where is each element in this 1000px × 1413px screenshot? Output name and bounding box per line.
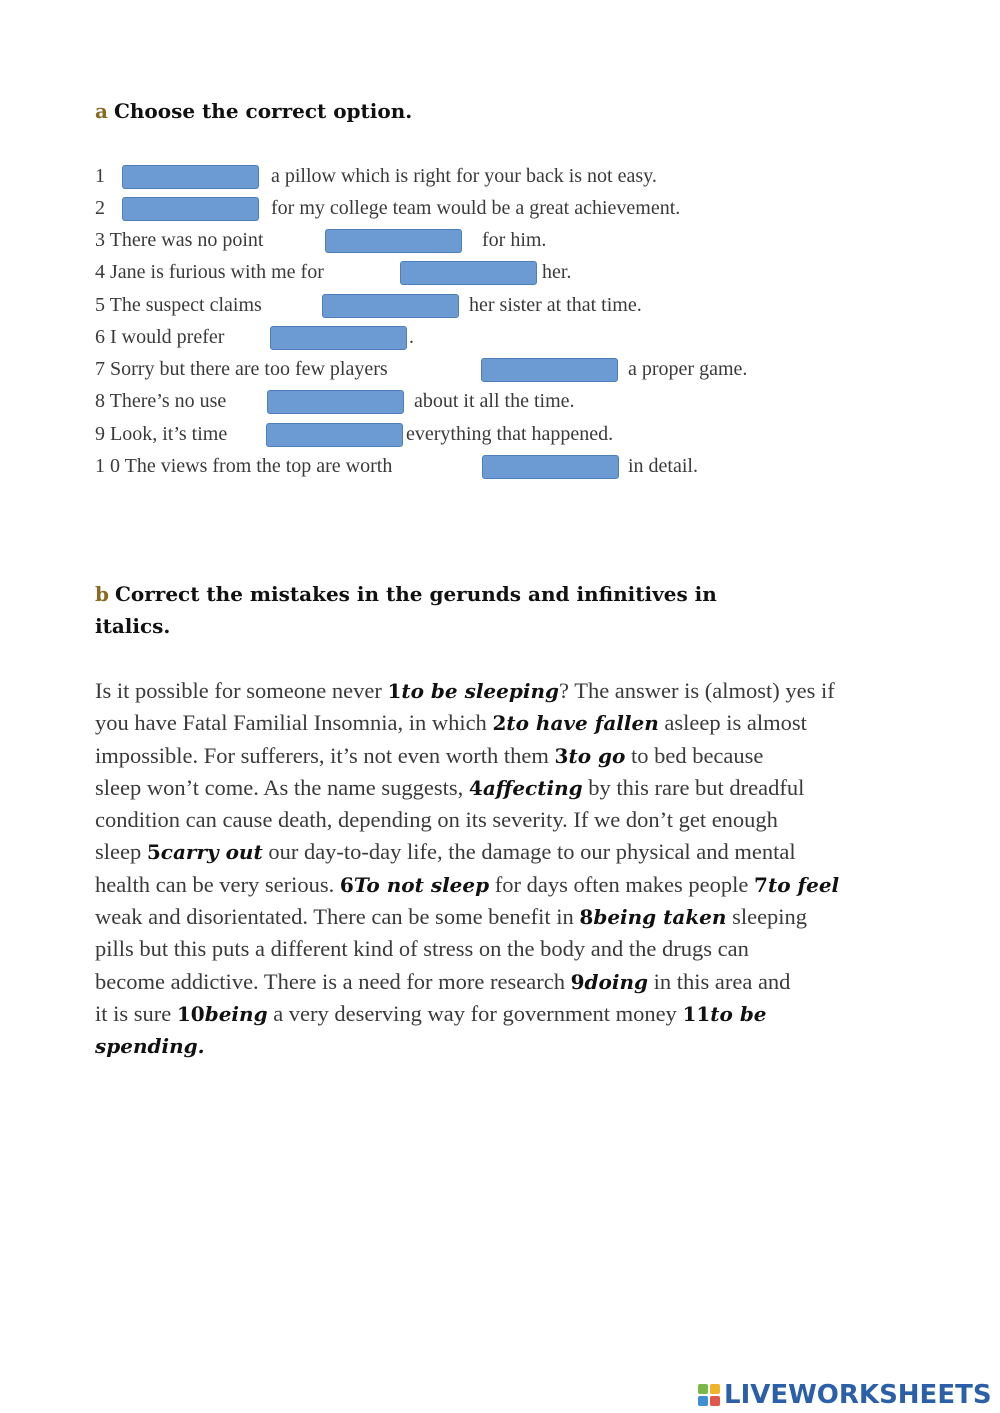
answer-gap-4[interactable] <box>400 261 537 285</box>
paragraph-text: in this area and <box>647 968 791 994</box>
question-text-before: 1 0 The views from the top are worth <box>95 455 393 477</box>
paragraph-text: sleeping <box>726 904 808 930</box>
question-text-before: 7 Sorry but there are too few players <box>95 358 388 380</box>
mistake-text: being <box>204 1001 268 1026</box>
question-text-after: everything that happened. <box>406 423 614 445</box>
paragraph-text: asleep is almost <box>658 710 807 736</box>
answer-gap-8[interactable] <box>267 390 404 414</box>
paragraph-text: ? The answer is (almost) yes if <box>559 678 835 703</box>
section-a-letter: a <box>95 99 108 123</box>
question-text-before: 4 Jane is furious with me for <box>95 261 324 283</box>
logo-icon <box>698 1384 720 1406</box>
mistake-text: to have fallen <box>506 711 659 736</box>
mistake-number: 10 <box>176 1001 205 1026</box>
mistake-11-continued: spending. <box>95 1034 205 1059</box>
mistake-number: 9 <box>570 969 585 994</box>
mistake-number: 7 <box>754 872 768 897</box>
answer-gap-7[interactable] <box>481 358 618 382</box>
paragraph-text: impossible. For sufferers, it’s not even worth them <box>95 742 555 768</box>
mistake-8 <box>579 905 726 929</box>
answer-gap-5[interactable] <box>322 294 459 318</box>
answer-gap-3[interactable] <box>325 229 462 253</box>
paragraph <box>95 675 915 1063</box>
mistake-text: To not sleep <box>353 872 490 897</box>
question-text-after: her. <box>542 261 572 283</box>
mistake-7 <box>754 873 839 897</box>
paragraph-text: you have Fatal Familial Insomnia, in which <box>95 710 493 736</box>
question-text-after: about it all the time. <box>414 390 575 412</box>
answer-gap-6[interactable] <box>270 326 407 350</box>
logo-text: LIVEWORKSHEETS <box>724 1380 992 1410</box>
paragraph-text: condition can cause death, depending on its severity. If we don’t get enough <box>95 807 778 833</box>
mistake-number: 6 <box>339 872 354 897</box>
mistake-text: to go <box>568 743 626 768</box>
mistake-number: 8 <box>579 905 594 930</box>
question-text-after: a proper game. <box>628 358 748 380</box>
mistake-10 <box>177 1002 268 1026</box>
mistake-text: being taken <box>593 905 727 930</box>
mistake-number: 5 <box>146 840 161 865</box>
question-text-before: 1 <box>95 165 105 187</box>
paragraph-text: by this rare but dreadful <box>582 774 805 800</box>
paragraph-text: our day-to-day life, the damage to our physical and mental <box>262 839 796 865</box>
paragraph-text: weak and disorientated. There can be some benefit in <box>95 904 580 930</box>
question-text-before: 3 There was no point <box>95 229 264 251</box>
mistake-11 <box>682 1002 766 1026</box>
paragraph-text: sleep won’t come. As the name suggests, <box>95 774 469 800</box>
mistake-1 <box>387 679 559 703</box>
mistake-6 <box>340 873 489 897</box>
answer-gap-2[interactable] <box>122 197 259 221</box>
paragraph-text: sleep <box>95 839 147 865</box>
mistake-number: 3 <box>554 743 569 768</box>
section-b-heading <box>95 578 735 642</box>
section-a-title: Choose the correct option. <box>113 99 413 123</box>
mistake-text: doing <box>584 969 648 994</box>
liveworksheets-logo[interactable] <box>698 1380 992 1410</box>
mistake-5 <box>147 840 263 864</box>
mistake-number: 4 <box>468 775 483 800</box>
mistake-4 <box>469 776 583 800</box>
question-text-before: 9 Look, it’s time <box>95 423 228 445</box>
mistake-2 <box>492 711 658 735</box>
question-text-before: 2 <box>95 197 105 219</box>
mistake-text: affecting <box>482 775 583 800</box>
question-text-after: for my college team would be a great achievement. <box>271 197 681 219</box>
question-text-before: 5 The suspect claims <box>95 294 262 316</box>
section-b-letter: b <box>95 582 109 606</box>
paragraph-text: Is it possible for someone never <box>95 678 388 703</box>
mistake-text: to be sleeping <box>401 679 559 703</box>
question-text-before: 6 I would prefer <box>95 326 225 348</box>
section-b-title-line2: italics. <box>95 614 171 638</box>
paragraph-text: to bed because <box>625 742 764 768</box>
mistake-number: 11 <box>682 1001 711 1026</box>
mistake-text: to feel <box>767 872 840 897</box>
mistake-number: 2 <box>492 711 507 736</box>
section-b-title-line1: Correct the mistakes in the gerunds and infinitives in <box>114 582 717 606</box>
question-text-after: her sister at that time. <box>469 294 642 316</box>
question-text-after: . <box>409 326 414 348</box>
paragraph-text: pills but this puts a different kind of stress on the body and the drugs can <box>95 936 749 962</box>
paragraph-text: a very deserving way for government money <box>267 1000 683 1026</box>
paragraph-text: for days often makes people <box>489 871 755 897</box>
paragraph-text: it is sure <box>95 1000 177 1026</box>
answer-gap-1[interactable] <box>122 165 259 189</box>
question-text-after: a pillow which is right for your back is not easy. <box>271 165 657 187</box>
mistake-3 <box>555 744 626 768</box>
paragraph-text: become addictive. There is a need for more research <box>95 968 571 994</box>
mistake-text: carry out <box>160 840 263 865</box>
mistake-number: 1 <box>387 679 402 703</box>
mistake-9 <box>571 970 648 994</box>
answer-gap-9[interactable] <box>266 423 403 447</box>
question-text-before: 8 There’s no use <box>95 390 227 412</box>
section-a-heading <box>95 95 412 127</box>
mistake-text: to be <box>710 1001 767 1026</box>
question-text-after: in detail. <box>628 455 698 477</box>
question-text-after: for him. <box>482 229 547 251</box>
paragraph-text: health can be very serious. <box>95 871 340 897</box>
answer-gap-10[interactable] <box>482 455 619 479</box>
